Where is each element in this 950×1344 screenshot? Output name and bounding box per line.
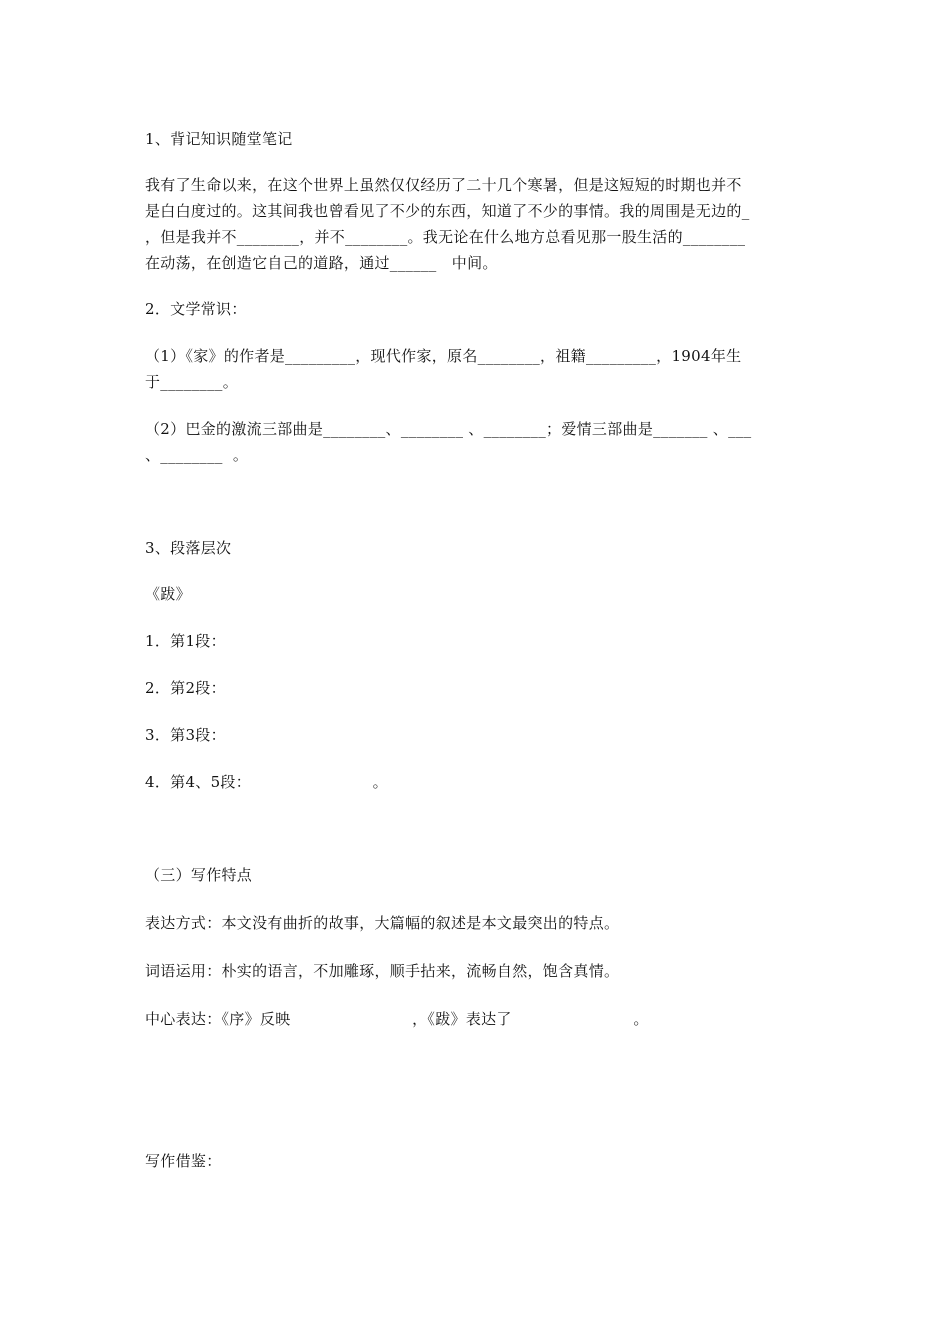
passage-line: 是白白度过的。这其间我也曾看见了不少的东西，知道了不少的事情。我的周围是无边的_ bbox=[145, 202, 750, 220]
passage-line: 在动荡，在创造它自己的道路，通过______ 中间。 bbox=[145, 254, 498, 272]
section-5-title: 写作借鉴： bbox=[145, 1152, 222, 1170]
paragraph-item: 4．第4、5段： 。 bbox=[145, 773, 388, 791]
question-1-line-2: 于________。 bbox=[145, 373, 239, 391]
section-1-title: 1、背记知识随堂笔记 bbox=[145, 130, 293, 148]
question-2-line-2: 、________ 。 bbox=[145, 446, 249, 464]
feature-line: 词语运用：朴实的语言，不加雕琢，顺手拈来，流畅自然，饱含真情。 bbox=[145, 962, 620, 980]
paragraph-item: 3．第3段： bbox=[145, 726, 226, 744]
passage-line: ，但是我并不________，并不________。我无论在什么地方总看见那一股生活的________ bbox=[145, 228, 746, 246]
section-2-title: 2．文学常识： bbox=[145, 300, 247, 318]
question-2-line-1: （2）巴金的激流三部曲是________、________ 、________；爱情三部曲是_______ 、___ bbox=[145, 420, 752, 438]
work-title: 《跋》 bbox=[145, 585, 191, 603]
question-1-line-1: （1）《家》的作者是_________，现代作家，原名________，祖籍_________，1904年生 bbox=[145, 347, 742, 365]
passage-line: 我有了生命以来，在这个世界上虽然仅仅经历了二十几个寒暑，但是这短短的时期也并不 bbox=[145, 176, 742, 194]
paragraph-item: 1．第1段： bbox=[145, 632, 226, 650]
paragraph-item: 2．第2段： bbox=[145, 679, 226, 697]
section-4-title: （三）写作特点 bbox=[145, 866, 253, 884]
feature-line: 中心表达：《序》反映 ，《跋》表达了 。 bbox=[145, 1010, 649, 1028]
section-3-title: 3、段落层次 bbox=[145, 539, 232, 557]
feature-line: 表达方式：本文没有曲折的故事，大篇幅的叙述是本文最突出的特点。 bbox=[145, 914, 620, 932]
